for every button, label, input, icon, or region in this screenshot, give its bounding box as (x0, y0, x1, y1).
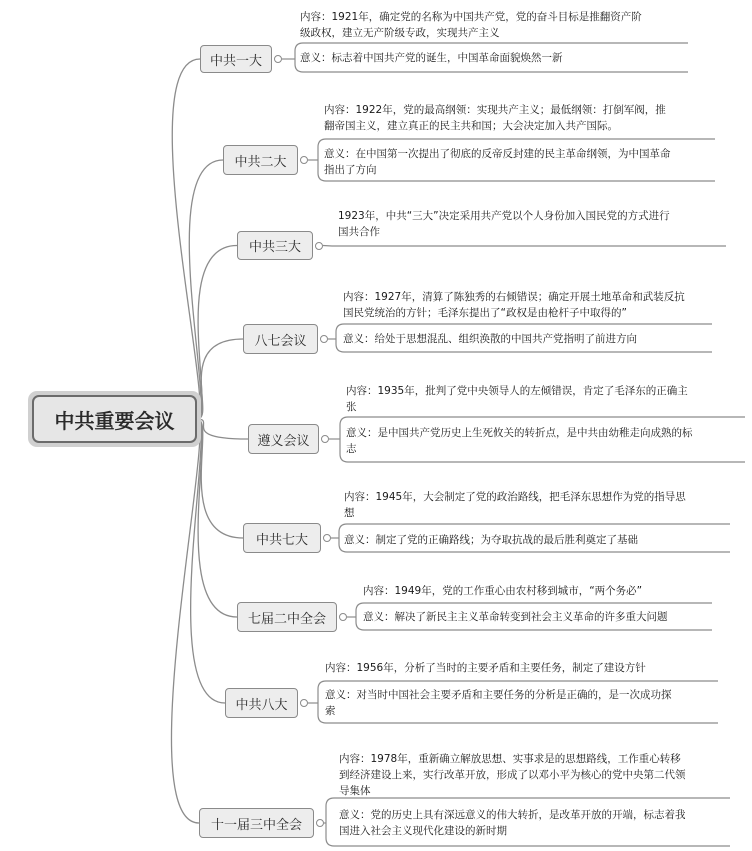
detail-line: 意义：是中国共产党历史上生死攸关的转折点，是中共由幼稚走向成熟的标 (346, 427, 693, 439)
meeting-detail[interactable] (324, 146, 715, 178)
collapse-toggle-icon[interactable] (315, 242, 323, 250)
meeting-detail[interactable] (324, 102, 715, 134)
collapse-toggle-icon[interactable] (316, 819, 324, 827)
meeting-detail[interactable] (325, 660, 718, 676)
detail-line: 内容：1956年，分析了当时的主要矛盾和主要任务，制定了建设方针 (325, 662, 646, 674)
meeting-node[interactable]: 中共三大 (237, 231, 313, 260)
detail-line: 内容：1949年，党的工作重心由农村移到城市，“两个务必” (363, 585, 643, 597)
detail-line: 意义：给处于思想混乱、组织涣散的中国共产党指明了前进方向 (343, 333, 637, 345)
root-topic[interactable]: 中共重要会议 (32, 395, 197, 443)
detail-line: 内容：1978年，重新确立解放思想、实事求是的思想路线，工作重心转移 (339, 753, 681, 765)
meeting-detail[interactable] (338, 208, 726, 240)
collapse-toggle-icon[interactable] (300, 156, 308, 164)
item-bracket (326, 798, 334, 846)
detail-line: 索 (325, 705, 336, 717)
collapse-toggle-icon[interactable] (274, 55, 282, 63)
detail-line: 1923年，中共“三大”决定采用共产党以个人身份加入国民党的方式进行 (338, 210, 670, 222)
detail-line: 导集体 (339, 785, 371, 797)
detail-line: 意义：制定了党的正确路线；为夺取抗战的最后胜利奠定了基础 (344, 534, 638, 546)
detail-line: 意义：标志着中国共产党的诞生，中国革命面貌焕然一新 (300, 52, 563, 64)
collapse-toggle-icon[interactable] (321, 435, 329, 443)
meeting-node[interactable]: 中共二大 (223, 145, 298, 175)
item-connector (323, 246, 726, 247)
detail-line: 意义：党的历史上具有深远意义的伟大转折，是改革开放的开端，标志着我 (339, 809, 686, 821)
branch-connector (171, 419, 200, 823)
branch-connector (172, 59, 200, 419)
meeting-detail[interactable] (363, 609, 712, 625)
meeting-node[interactable]: 中共七大 (243, 523, 321, 553)
meeting-detail[interactable] (300, 9, 688, 41)
meeting-node[interactable]: 十一届三中全会 (199, 808, 314, 838)
detail-line: 翻帝国主义，建立真正的民主共和国；大会决定加入共产国际。 (324, 120, 618, 132)
meeting-detail[interactable] (339, 751, 730, 799)
collapse-toggle-icon[interactable] (323, 534, 331, 542)
detail-line: 内容：1927年，清算了陈独秀的右倾错误；确定开展土地革命和武装反抗 (343, 291, 685, 303)
branch-connector (197, 339, 243, 419)
detail-line: 级政权，建立无产阶级专政，实现共产主义 (300, 27, 500, 39)
branch-connector (189, 160, 223, 419)
detail-line: 指出了方向 (324, 164, 377, 176)
branch-connector (197, 419, 237, 617)
detail-line: 国进入社会主义现代化建设的新时期 (339, 825, 507, 837)
meeting-node[interactable]: 中共八大 (225, 688, 298, 718)
detail-line: 意义：对当时中国社会主要矛盾和主要任务的分析是正确的，是一次成功探 (325, 689, 672, 701)
detail-line: 内容：1935年，批判了党中央领导人的左倾错误，肯定了毛泽东的正确主 (346, 385, 688, 397)
meeting-node[interactable]: 遵义会议 (248, 424, 319, 454)
detail-line: 国民党统治的方针；毛泽东提出了“政权是由枪杆子中取得的” (343, 307, 627, 319)
detail-line: 意义：解决了新民主主义革命转变到社会主义革命的许多重大问题 (363, 611, 668, 623)
meeting-detail[interactable] (325, 687, 718, 719)
detail-line: 内容：1921年，确定党的名称为中国共产党，党的奋斗目标是推翻资产阶 (300, 11, 642, 23)
collapse-toggle-icon[interactable] (300, 699, 308, 707)
meeting-node[interactable]: 八七会议 (243, 324, 318, 354)
meeting-detail[interactable] (343, 289, 712, 321)
detail-line: 内容：1945年，大会制定了党的政治路线，把毛泽东思想作为党的指导思 (344, 491, 686, 503)
detail-line: 内容：1922年，党的最高纲领：实现共产主义；最低纲领：打倒军阀，推 (324, 104, 666, 116)
detail-line: 到经济建设上来，实行改革开放，形成了以邓小平为核心的党中央第二代领 (339, 769, 686, 781)
detail-line: 张 (346, 401, 357, 413)
meeting-detail[interactable] (363, 583, 712, 599)
meeting-detail[interactable] (344, 489, 730, 521)
meeting-detail[interactable] (343, 331, 712, 347)
detail-line: 国共合作 (338, 226, 380, 238)
meeting-detail[interactable] (339, 807, 730, 839)
collapse-toggle-icon[interactable] (339, 613, 347, 621)
detail-line: 志 (346, 443, 357, 455)
branch-connector (197, 246, 237, 420)
collapse-toggle-icon[interactable] (320, 335, 328, 343)
meeting-detail[interactable] (344, 532, 730, 548)
meeting-detail[interactable] (300, 50, 688, 66)
meeting-node[interactable]: 七届二中全会 (237, 602, 337, 632)
branch-connector (197, 419, 248, 439)
meeting-node[interactable]: 中共一大 (200, 45, 272, 73)
meeting-detail[interactable] (346, 383, 745, 415)
meeting-detail[interactable] (346, 425, 745, 457)
branch-connector (191, 419, 225, 703)
detail-line: 想 (344, 507, 355, 519)
detail-line: 意义：在中国第一次提出了彻底的反帝反封建的民主革命纲领，为中国革命 (324, 148, 671, 160)
